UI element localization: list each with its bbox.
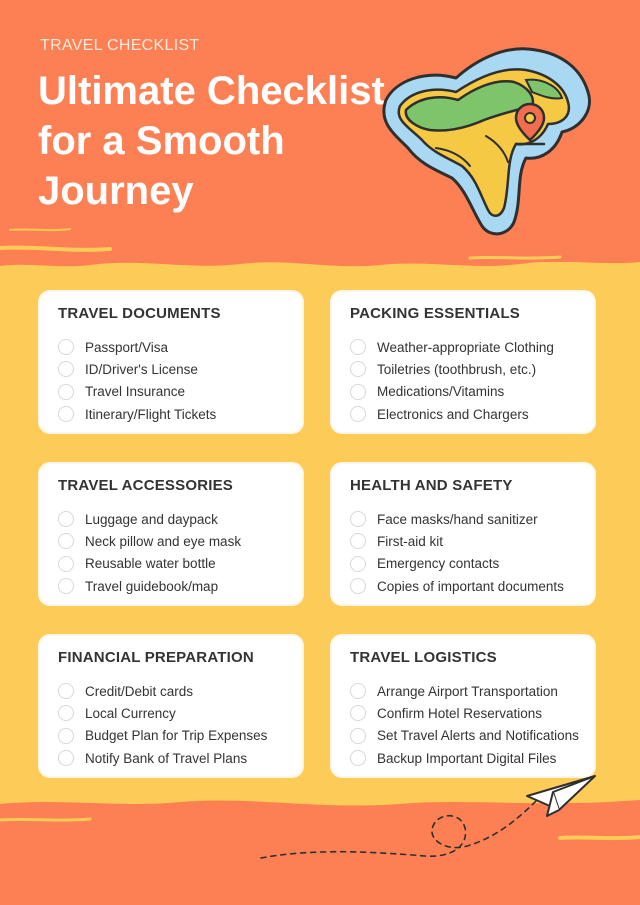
section-title: TRAVEL DOCUMENTS	[58, 305, 221, 322]
checklist-item[interactable]	[350, 381, 554, 403]
checklist-item[interactable]	[58, 680, 267, 702]
checklist	[350, 508, 564, 597]
checklist-item[interactable]	[350, 680, 579, 702]
circle-checkbox[interactable]	[58, 533, 74, 549]
checklist-item[interactable]	[58, 403, 216, 425]
circle-checkbox[interactable]	[58, 511, 74, 527]
circle-checkbox[interactable]	[58, 361, 74, 377]
checklist-item-label: First-aid kit	[377, 533, 444, 549]
section-title: HEALTH AND SAFETY	[350, 477, 513, 494]
checklist-item[interactable]	[350, 403, 554, 425]
checklist-item-label: Medications/Vitamins	[377, 384, 505, 400]
section-packing-essentials	[332, 292, 594, 432]
section-title: PACKING ESSENTIALS	[350, 305, 521, 322]
checklist-item[interactable]	[350, 553, 564, 575]
section-financial-preparation	[40, 636, 302, 776]
circle-checkbox[interactable]	[58, 728, 74, 744]
checklist-item[interactable]	[350, 702, 579, 724]
section-health-and-safety	[332, 464, 594, 604]
circle-checkbox[interactable]	[58, 339, 74, 355]
circle-checkbox[interactable]	[58, 750, 74, 766]
checklist-item[interactable]	[58, 575, 241, 597]
checklist-item[interactable]	[58, 747, 267, 769]
checklist-item[interactable]	[58, 358, 216, 380]
circle-checkbox[interactable]	[350, 339, 366, 355]
checklist-item-label: Weather-appropriate Clothing	[377, 339, 554, 355]
circle-checkbox[interactable]	[350, 511, 366, 527]
checklist-item[interactable]	[350, 508, 564, 530]
checklist-item-label: Copies of important documents	[377, 578, 564, 594]
checklist-item[interactable]	[58, 702, 267, 724]
map-illustration-icon	[366, 40, 596, 240]
circle-checkbox[interactable]	[58, 406, 74, 422]
checklist-item-label: Electronics and Chargers	[377, 406, 529, 422]
checklist-item-label: Luggage and daypack	[85, 511, 218, 527]
checklist-item-label: Credit/Debit cards	[85, 683, 194, 699]
checklist-item-label: Passport/Visa	[85, 339, 169, 355]
circle-checkbox[interactable]	[350, 578, 366, 594]
circle-checkbox[interactable]	[350, 533, 366, 549]
checklist-item-label: Confirm Hotel Reservations	[377, 705, 543, 721]
checklist-item-label: Backup Important Digital Files	[377, 750, 557, 766]
circle-checkbox[interactable]	[350, 750, 366, 766]
paper-plane-icon	[255, 770, 605, 870]
checklist	[350, 336, 554, 425]
checklist-item[interactable]	[58, 725, 267, 747]
checklist-item-label: Face masks/hand sanitizer	[377, 511, 538, 527]
checklist-item[interactable]	[58, 530, 241, 552]
section-title: TRAVEL ACCESSORIES	[58, 477, 234, 494]
checklist-item-label: Local Currency	[85, 705, 176, 721]
circle-checkbox[interactable]	[58, 384, 74, 400]
checklist-item[interactable]	[58, 553, 241, 575]
circle-checkbox[interactable]	[58, 578, 74, 594]
checklist-item[interactable]	[350, 530, 564, 552]
section-travel-accessories	[40, 464, 302, 604]
checklist-item-label: Travel guidebook/map	[85, 578, 219, 594]
checklist	[58, 508, 241, 597]
circle-checkbox[interactable]	[350, 705, 366, 721]
checklist-item-label: Reusable water bottle	[85, 556, 216, 572]
checklist-item-label: Itinerary/Flight Tickets	[85, 406, 217, 422]
checklist-item[interactable]	[350, 575, 564, 597]
circle-checkbox[interactable]	[350, 683, 366, 699]
circle-checkbox[interactable]	[58, 683, 74, 699]
section-title: TRAVEL LOGISTICS	[350, 649, 497, 666]
checklist-item[interactable]	[350, 725, 579, 747]
section-travel-documents	[40, 292, 302, 432]
section-title: FINANCIAL PREPARATION	[58, 649, 254, 666]
circle-checkbox[interactable]	[350, 556, 366, 572]
checklist-item[interactable]	[350, 747, 579, 769]
checklist-item-label: Set Travel Alerts and Notifications	[377, 728, 579, 744]
checklist	[58, 680, 267, 769]
circle-checkbox[interactable]	[58, 705, 74, 721]
circle-checkbox[interactable]	[350, 728, 366, 744]
section-travel-logistics	[332, 636, 594, 776]
eyebrow-label: TRAVEL CHECKLIST	[40, 37, 200, 54]
circle-checkbox[interactable]	[58, 556, 74, 572]
page-title: Ultimate Checklist for a Smooth Journey	[38, 69, 385, 213]
checklist-item[interactable]	[58, 381, 216, 403]
checklist-item-label: ID/Driver's License	[85, 361, 198, 377]
circle-checkbox[interactable]	[350, 361, 366, 377]
checklist-item[interactable]	[58, 336, 216, 358]
circle-checkbox[interactable]	[350, 384, 366, 400]
checklist-item-label: Notify Bank of Travel Plans	[85, 750, 248, 766]
checklist	[58, 336, 216, 425]
checklist-item-label: Budget Plan for Trip Expenses	[85, 728, 268, 744]
checklist-item-label: Neck pillow and eye mask	[85, 533, 242, 549]
checklist-item-label: Toiletries (toothbrush, etc.)	[377, 361, 537, 377]
checklist-item[interactable]	[350, 336, 554, 358]
checklist-item-label: Travel Insurance	[85, 384, 186, 400]
checklist	[350, 680, 579, 769]
checklist-item-label: Emergency contacts	[377, 556, 500, 572]
checklist-item[interactable]	[58, 508, 241, 530]
checklist-item-label: Arrange Airport Transportation	[377, 683, 558, 699]
checklist-item[interactable]	[350, 358, 554, 380]
circle-checkbox[interactable]	[350, 406, 366, 422]
